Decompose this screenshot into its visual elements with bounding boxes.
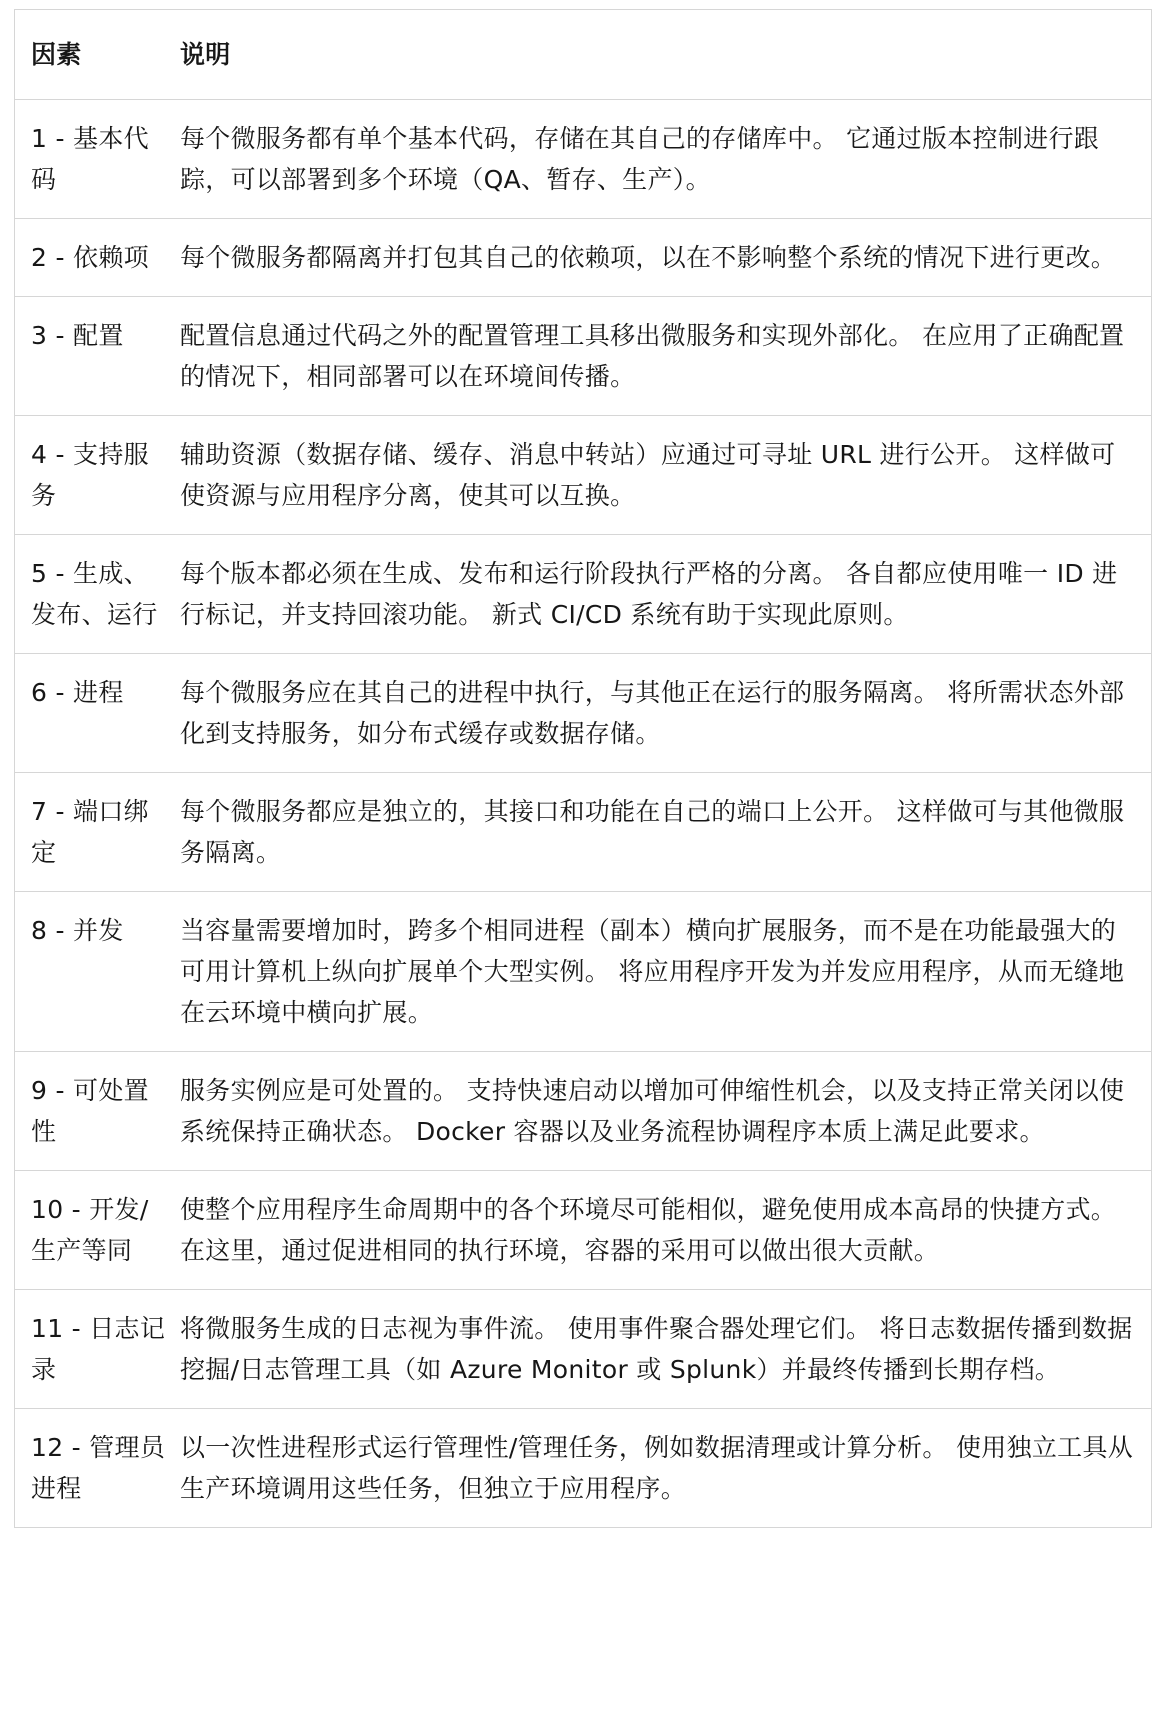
factor-cell: 3 - 配置	[15, 297, 180, 416]
description-cell: 将微服务生成的日志视为事件流。 使用事件聚合器处理它们。 将日志数据传播到数据挖掘/日志管理工具（如 Azure Monitor 或 Splunk）并最终传播到长期存档。	[180, 1290, 1151, 1409]
table-row	[15, 773, 1151, 892]
description-cell: 每个微服务都应是独立的，其接口和功能在自己的端口上公开。 这样做可与其他微服务隔离。	[180, 773, 1151, 892]
factor-cell: 9 - 可处置性	[15, 1052, 180, 1171]
description-cell: 服务实例应是可处置的。 支持快速启动以增加可伸缩性机会，以及支持正常关闭以使系统保持正确状态。 Docker 容器以及业务流程协调程序本质上满足此要求。	[180, 1052, 1151, 1171]
factor-cell: 8 - 并发	[15, 892, 180, 1052]
table-row	[15, 1171, 1151, 1290]
table-row	[15, 1052, 1151, 1171]
table-row	[15, 654, 1151, 773]
factor-cell: 5 - 生成、发布、运行	[15, 535, 180, 654]
factor-cell: 1 - 基本代码	[15, 100, 180, 219]
description-cell: 使整个应用程序生命周期中的各个环境尽可能相似，避免使用成本高昂的快捷方式。 在这里，通过促进相同的执行环境，容器的采用可以做出很大贡献。	[180, 1171, 1151, 1290]
table-row	[15, 100, 1151, 219]
table-row	[15, 219, 1151, 297]
factor-cell: 7 - 端口绑定	[15, 773, 180, 892]
factor-cell: 12 - 管理员进程	[15, 1409, 180, 1528]
table-header-row	[15, 10, 1151, 100]
description-cell: 以一次性进程形式运行管理性/管理任务，例如数据清理或计算分析。 使用独立工具从生产环境调用这些任务，但独立于应用程序。	[180, 1409, 1151, 1528]
factors-table	[15, 10, 1151, 1527]
table-row	[15, 297, 1151, 416]
description-cell: 配置信息通过代码之外的配置管理工具移出微服务和实现外部化。 在应用了正确配置的情况下，相同部署可以在环境间传播。	[180, 297, 1151, 416]
factor-cell: 6 - 进程	[15, 654, 180, 773]
table-row	[15, 1409, 1151, 1528]
factor-cell: 10 - 开发/生产等同	[15, 1171, 180, 1290]
table-row	[15, 892, 1151, 1052]
factors-table-container	[14, 9, 1152, 1528]
description-cell: 当容量需要增加时，跨多个相同进程（副本）横向扩展服务，而不是在功能最强大的可用计算机上纵向扩展单个大型实例。 将应用程序开发为并发应用程序，从而无缝地在云环境中横向扩展。	[180, 892, 1151, 1052]
table-row	[15, 1290, 1151, 1409]
factor-cell: 11 - 日志记录	[15, 1290, 180, 1409]
table-row	[15, 535, 1151, 654]
factor-cell: 4 - 支持服务	[15, 416, 180, 535]
description-cell: 辅助资源（数据存储、缓存、消息中转站）应通过可寻址 URL 进行公开。 这样做可使资源与应用程序分离，使其可以互换。	[180, 416, 1151, 535]
table-row	[15, 416, 1151, 535]
header-description: 说明	[180, 40, 231, 69]
description-cell: 每个版本都必须在生成、发布和运行阶段执行严格的分离。 各自都应使用唯一 ID 进行标记，并支持回滚功能。 新式 CI/CD 系统有助于实现此原则。	[180, 535, 1151, 654]
description-cell: 每个微服务应在其自己的进程中执行，与其他正在运行的服务隔离。 将所需状态外部化到支持服务，如分布式缓存或数据存储。	[180, 654, 1151, 773]
description-cell: 每个微服务都隔离并打包其自己的依赖项，以在不影响整个系统的情况下进行更改。	[180, 219, 1151, 297]
factor-cell: 2 - 依赖项	[15, 219, 180, 297]
description-cell: 每个微服务都有单个基本代码，存储在其自己的存储库中。 它通过版本控制进行跟踪，可以部署到多个环境（QA、暂存、生产）。	[180, 100, 1151, 219]
header-factor: 因素	[31, 40, 82, 69]
